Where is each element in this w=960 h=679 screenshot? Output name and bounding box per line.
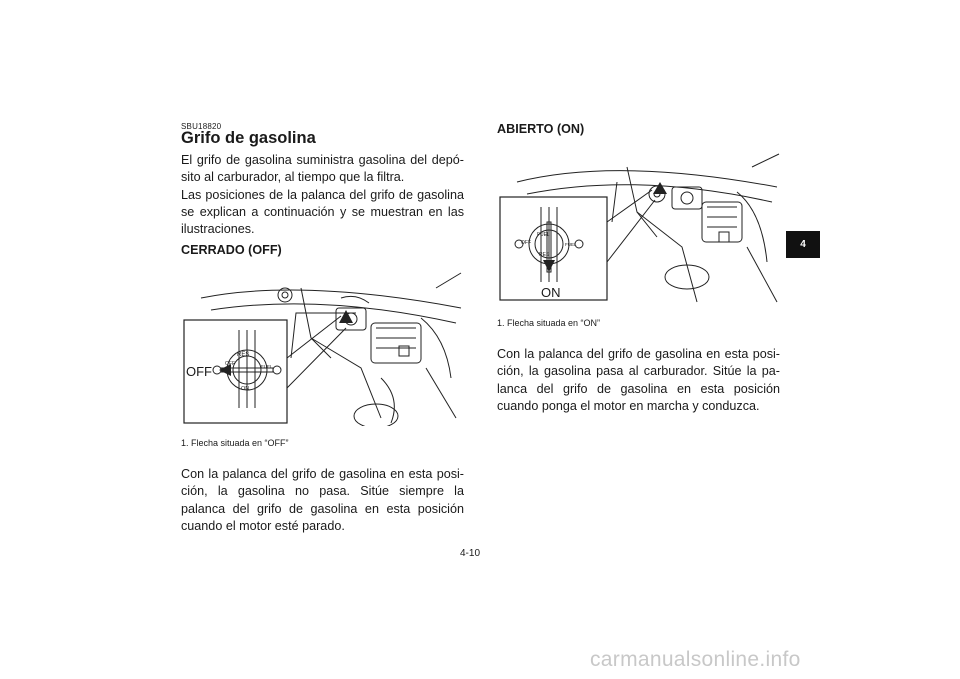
- fuel-cock-off-illustration: [181, 268, 465, 426]
- off-dial-fuel: FUEL: [261, 364, 273, 369]
- on-dial-off: OFF: [521, 240, 531, 246]
- on-dial-fuel-left: FUEL: [537, 232, 550, 238]
- on-dial-res: RES: [539, 252, 550, 258]
- intro-paragraph-1: El grifo de gasolina suministra gasolina del depó-sito al carburador, al tiempo que la filtra.: [181, 153, 464, 185]
- on-heading: ABIERTO (ON): [497, 122, 585, 136]
- on-caption: 1. Flecha situada en “ON”: [497, 318, 601, 328]
- intro-paragraph-2: Las posiciones de la palanca del grifo de gasolina se explican a continuación y se muestran en las ilustraciones.: [181, 187, 464, 237]
- watermark: carmanualsonline.info: [590, 648, 801, 671]
- off-dial-res: RES: [237, 352, 250, 358]
- section-code: SBU18820: [181, 122, 222, 131]
- off-caption: 1. Flecha situada en “OFF”: [181, 438, 289, 448]
- off-dial-on: ON: [241, 386, 250, 392]
- off-dial-off: OFF: [225, 361, 235, 367]
- intro-text: [181, 152, 464, 238]
- off-figure-label: OFF: [186, 364, 212, 379]
- fuel-cock-on-illustration: [497, 152, 781, 307]
- on-body: Con la palanca del grifo de gasolina en esta posi-ción, la gasolina pasa al carburador. Sitúe la pa-lanca del grifo de gasolina en esta posición cuando ponga el motor en marcha y conduzca.: [497, 347, 780, 413]
- on-figure-label: ON: [541, 285, 561, 300]
- off-body: Con la palanca del grifo de gasolina en esta posi-ción, la gasolina no pasa. Sitúe siempre la palanca del grifo de gasolina en esta posición cuando el motor esté parado.: [181, 467, 464, 533]
- on-dial-fuel-right: FUEL: [565, 242, 577, 247]
- chapter-tab: 4: [786, 231, 820, 258]
- page-number: 4-10: [460, 548, 481, 559]
- off-heading: CERRADO (OFF): [181, 243, 282, 257]
- section-title: Grifo de gasolina: [181, 129, 316, 147]
